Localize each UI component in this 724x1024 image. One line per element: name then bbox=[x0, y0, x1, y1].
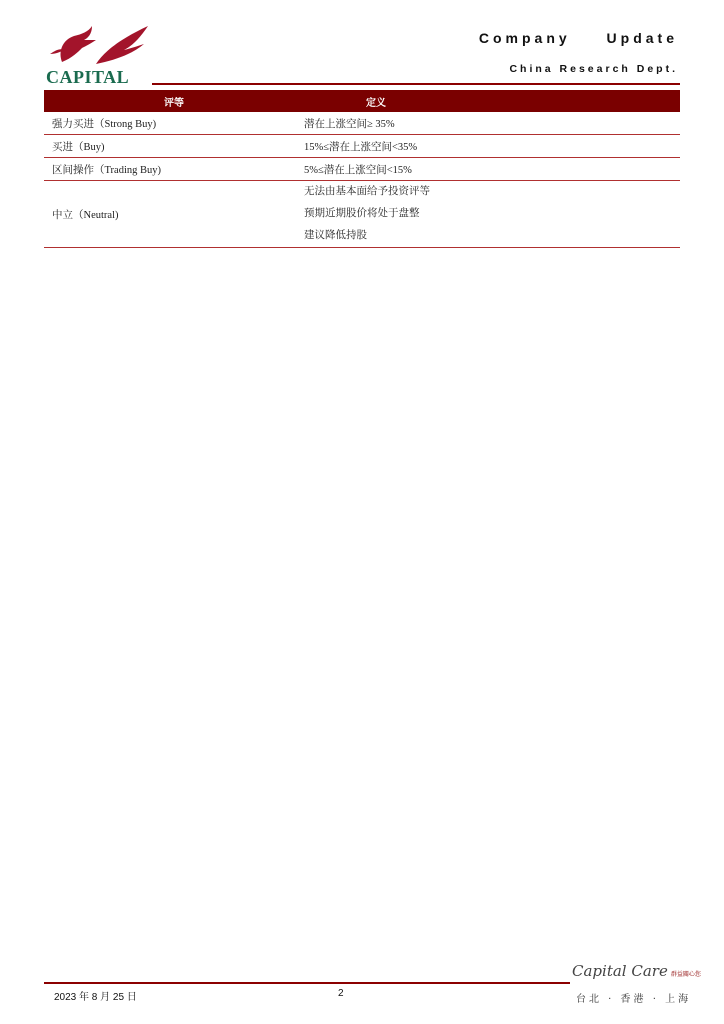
table-row bbox=[44, 158, 680, 181]
table-row bbox=[44, 181, 680, 248]
company-logo bbox=[44, 24, 156, 86]
logo-wordmark: CAPITAL bbox=[46, 67, 130, 87]
rating-definitions-table bbox=[44, 90, 680, 248]
definition-line: 无法由基本面给予投资评等 bbox=[304, 186, 430, 197]
definition-cell: 15%≤潜在上涨空间<35% bbox=[304, 135, 680, 158]
report-date: 2023 年 8 月 25 日 bbox=[54, 992, 137, 1003]
column-header-rating: 评等 bbox=[44, 90, 304, 112]
rating-cell: 中立（Neutral) bbox=[44, 181, 304, 248]
brand-chinese: 群益關心您 bbox=[670, 971, 701, 978]
table-header-row bbox=[44, 90, 680, 112]
definition-line: 建议降低持股 bbox=[304, 230, 367, 241]
department-subtitle: China Research Dept. bbox=[509, 63, 678, 75]
report-type-title: Company Update bbox=[478, 30, 678, 46]
eagle-logo-icon bbox=[44, 24, 156, 70]
table-row bbox=[44, 112, 680, 135]
capital-care-brand bbox=[572, 962, 701, 981]
office-cities: 台北 · 香港 · 上海 bbox=[576, 994, 692, 1005]
rating-cell: 区间操作（Trading Buy) bbox=[44, 158, 304, 181]
definition-line: 预期近期股价将处于盘整 bbox=[304, 208, 420, 219]
definition-cell: 5%≤潜在上涨空间<15% bbox=[304, 158, 680, 181]
brand-script: Capital Care bbox=[572, 962, 668, 980]
definition-cell bbox=[304, 181, 680, 248]
table-row bbox=[44, 135, 680, 158]
rating-cell: 买进（Buy) bbox=[44, 135, 304, 158]
definition-cell: 潜在上涨空间≥ 35% bbox=[304, 112, 680, 135]
footer-divider bbox=[44, 982, 570, 984]
page-number: 2 bbox=[338, 988, 344, 999]
header-divider bbox=[152, 83, 680, 85]
column-header-definition: 定义 bbox=[304, 90, 680, 112]
rating-cell: 强力买进（Strong Buy) bbox=[44, 112, 304, 135]
